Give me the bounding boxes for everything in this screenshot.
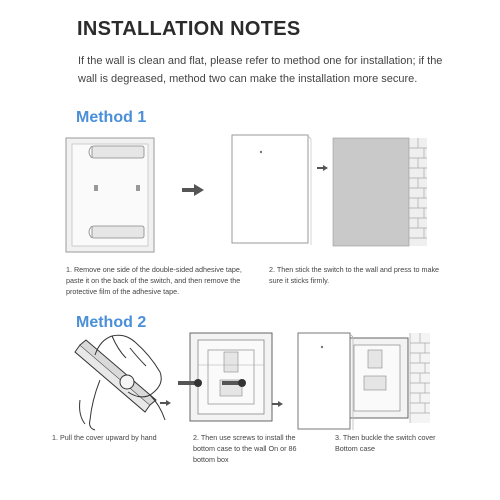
- method-1-heading: Method 1: [76, 109, 147, 126]
- method-2-step-2-caption: 2. Then use screws to install the bottom case to the wall On or 86 bottom box: [193, 433, 297, 464]
- arrow-icon: [317, 165, 328, 171]
- method-1-step-1-caption: 1. Remove one side of the double-sided adhesive tape, paste it on the back of the switch, and then remove the protective film of the adhesive tape.: [66, 265, 242, 296]
- arrow-icon: [272, 401, 283, 407]
- switch-front-illustration: [232, 135, 311, 245]
- arrow-icon: [182, 184, 204, 196]
- page-title: INSTALLATION NOTES: [77, 18, 301, 40]
- adhesive-strip-bottom: [89, 226, 144, 238]
- hand-pulling-cover-illustration: [75, 335, 165, 430]
- arrow-icon: [160, 400, 171, 406]
- wall-illustration: [333, 138, 427, 246]
- cover-buckle-illustration: [298, 333, 430, 430]
- method-2-heading: Method 2: [76, 314, 147, 331]
- intro-text: If the wall is clean and flat, please refer to method one for installation; if the wall is degreased, method two can make the installation more secure.: [78, 55, 443, 85]
- method-2-step-1-caption: 1. Pull the cover upward by hand: [52, 433, 157, 442]
- adhesive-strip-top: [89, 146, 144, 158]
- switch-back-illustration: [66, 138, 154, 252]
- method-1-step-2-caption: 2. Then stick the switch to the wall and press to make sure it sticks firmly.: [269, 265, 440, 285]
- bottom-case-illustration: [178, 333, 272, 421]
- method-2-step-3-caption: 3. Then buckle the switch cover Bottom case: [335, 433, 436, 453]
